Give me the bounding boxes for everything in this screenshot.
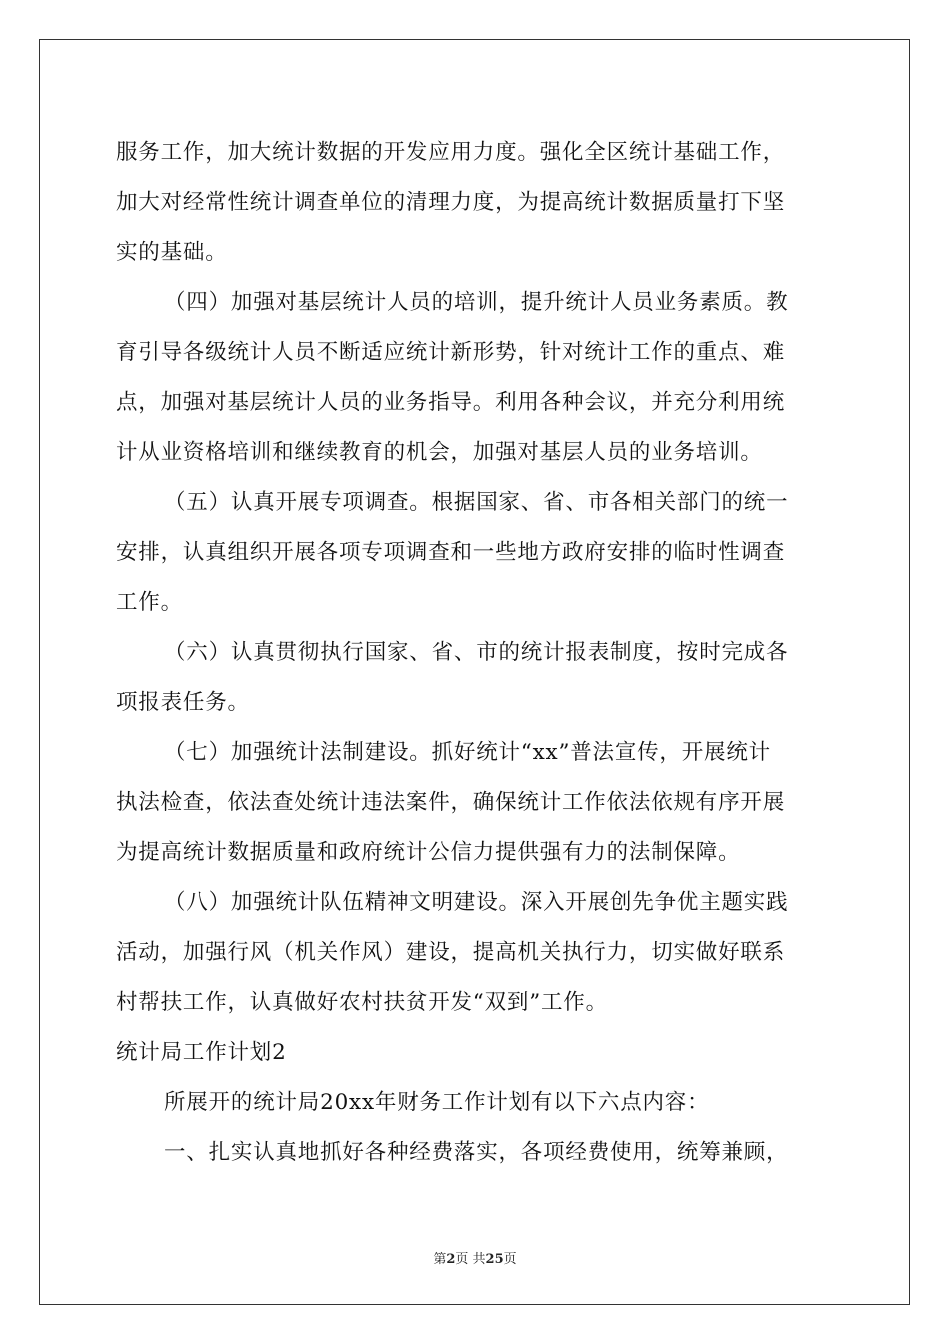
text-line: 服务工作，加大统计数据的开发应用力度。强化全区统计基础工作，: [116, 140, 786, 165]
section-heading: 统计局工作计划2: [116, 1040, 287, 1065]
paragraph-start-line: 一、扎实认真地抓好各种经费落实，各项经费使用，统筹兼顾，: [164, 1140, 789, 1165]
text-line: 活动，加强行风（机关作风）建设，提高机关执行力，切实做好联系: [116, 940, 786, 965]
paragraph-start-line: 所展开的统计局20xx年财务工作计划有以下六点内容：: [164, 1090, 710, 1115]
paragraph-start-line: （六）认真贯彻执行国家、省、市的统计报表制度，按时完成各: [164, 640, 789, 665]
text-line: 项报表任务。: [116, 690, 250, 715]
document-body: [116, 128, 838, 1178]
footer-middle: 页 共: [455, 1252, 486, 1267]
text-line: 加大对经常性统计调查单位的清理力度，为提高统计数据质量打下坚: [116, 190, 786, 215]
paragraph-start-line: （七）加强统计法制建设。抓好统计“xx”普法宣传，开展统计: [164, 740, 771, 765]
text-line: 育引导各级统计人员不断适应统计新形势，针对统计工作的重点、难: [116, 340, 786, 365]
total-pages: 25: [485, 1252, 504, 1267]
page-footer: [0, 1248, 950, 1267]
paragraph-start-line: （八）加强统计队伍精神文明建设。深入开展创先争优主题实践: [164, 890, 789, 915]
text-line: 为提高统计数据质量和政府统计公信力提供强有力的法制保障。: [116, 840, 741, 865]
paragraph-start-line: （五）认真开展专项调查。根据国家、省、市各相关部门的统一: [164, 490, 789, 515]
footer-prefix: 第: [433, 1252, 447, 1267]
page-number: 2: [446, 1252, 456, 1267]
text-line: 实的基础。: [116, 240, 228, 265]
text-line: 安排，认真组织开展各项专项调查和一些地方政府安排的临时性调查: [116, 540, 786, 565]
text-line: 计从业资格培训和继续教育的机会，加强对基层人员的业务培训。: [116, 440, 763, 465]
text-line: 点，加强对基层统计人员的业务指导。利用各种会议，并充分利用统: [116, 390, 786, 415]
text-line: 执法检查，依法查处统计违法案件，确保统计工作依法依规有序开展: [116, 790, 786, 815]
text-line: 工作。: [116, 590, 183, 615]
footer-suffix: 页: [503, 1252, 517, 1267]
paragraph-start-line: （四）加强对基层统计人员的培训，提升统计人员业务素质。教: [164, 290, 789, 315]
text-line: 村帮扶工作，认真做好农村扶贫开发“双到”工作。: [116, 990, 608, 1015]
